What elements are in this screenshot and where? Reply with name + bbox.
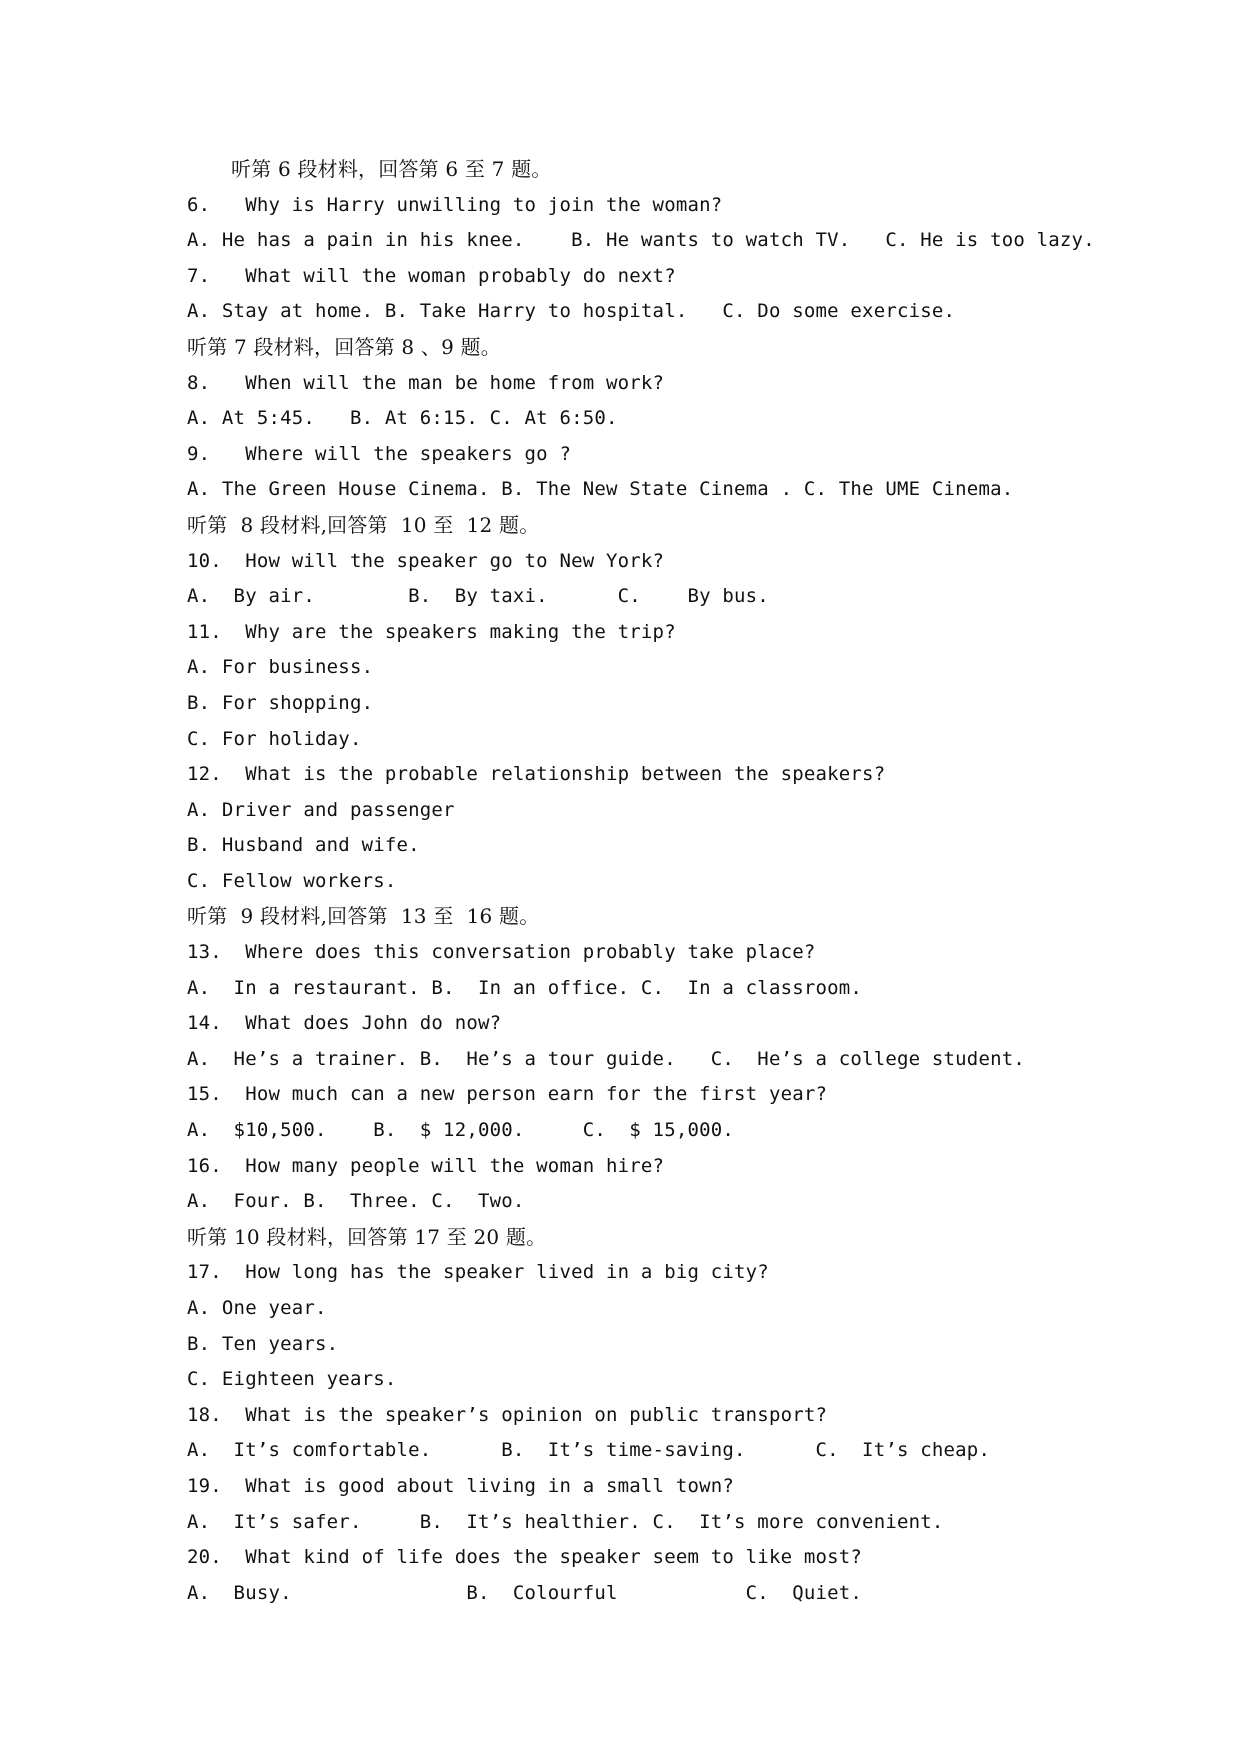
option-line: A. Busy. B. Colourful C. Quiet. [187, 1581, 863, 1604]
section-instruction: 听第 6 段材料，回答第 6 至 7 题。 [231, 157, 552, 181]
question-line: 13. Where does this conversation probably take place? [187, 941, 816, 964]
option-line: A. Driver and passenger [187, 798, 455, 821]
option-line: B. For shopping. [187, 691, 374, 714]
question-line: 20. What kind of life does the speaker seem to like most? [187, 1546, 863, 1569]
option-line: C. For holiday. [187, 727, 362, 750]
section-instruction: 听第 7 段材料，回答第 8 、9 题。 [187, 334, 501, 359]
question-line: 15. How much can a new person earn for the first year? [187, 1083, 828, 1106]
option-line: A. For business. [187, 656, 374, 679]
question-line: 17. How long has the speaker lived in a big city? [187, 1261, 769, 1284]
option-line: A. One year. [187, 1297, 327, 1319]
question-line: 12. What is the probable relationship between the speakers? [187, 763, 886, 786]
option-line: C. Eighteen years. [187, 1368, 397, 1391]
exam-listening-section [187, 152, 1147, 1611]
question-line: 19. What is good about living in a small town? [187, 1474, 735, 1497]
section-instruction: 听第 8 段材料,回答第 10 至 12 题。 [187, 512, 540, 537]
option-line: A. Stay at home. B. Take Harry to hospital. C. Do some exercise. [187, 300, 956, 323]
option-line: A. $10,500. B. $ 12,000. C. $ 15,000. [187, 1119, 735, 1142]
option-line: B. Ten years. [187, 1332, 339, 1355]
option-line: A. It’s comfortable. B. It’s time-saving. C. It’s cheap. [187, 1439, 991, 1462]
question-line: 14. What does John do now? [187, 1012, 502, 1035]
section-instruction: 听第 9 段材料,回答第 13 至 16 题。 [187, 904, 540, 929]
option-line: B. Husband and wife. [187, 834, 420, 857]
option-line: A. He’s a trainer. B. He’s a tour guide. C. He’s a college student. [187, 1047, 1026, 1070]
option-line: A. He has a pain in his knee. B. He wants to watch TV. C. He is too lazy. [187, 229, 1095, 252]
question-line: 9. Where will the speakers go ? [187, 442, 572, 465]
option-line: A. At 5:45. B. At 6:15. C. At 6:50. [187, 407, 618, 430]
option-line: C. Fellow workers. [187, 869, 397, 892]
question-line: 16. How many people will the woman hire? [187, 1154, 665, 1177]
option-line: A. By air. B. By taxi. C. By bus. [187, 585, 769, 608]
question-line: 6. Why is Harry unwilling to join the woman? [187, 193, 723, 216]
question-line: 7. What will the woman probably do next? [187, 264, 676, 287]
option-line: A. The Green House Cinema. B. The New State Cinema . C. The UME Cinema. [187, 478, 1014, 501]
question-line: 18. What is the speaker’s opinion on public transport? [187, 1403, 828, 1426]
question-line: 11. Why are the speakers making the trip? [187, 620, 676, 643]
question-line: 8. When will the man be home from work? [187, 371, 665, 394]
section-instruction: 听第 10 段材料，回答第 17 至 20 题。 [187, 1224, 547, 1249]
option-line: A. It’s safer. B. It’s healthier. C. It’s more convenient. [187, 1510, 944, 1533]
option-line: A. Four. B. Three. C. Two. [187, 1190, 525, 1213]
option-line: A. In a restaurant. B. In an office. C. In a classroom. [187, 976, 863, 999]
question-line: 10. How will the speaker go to New York? [187, 549, 665, 572]
